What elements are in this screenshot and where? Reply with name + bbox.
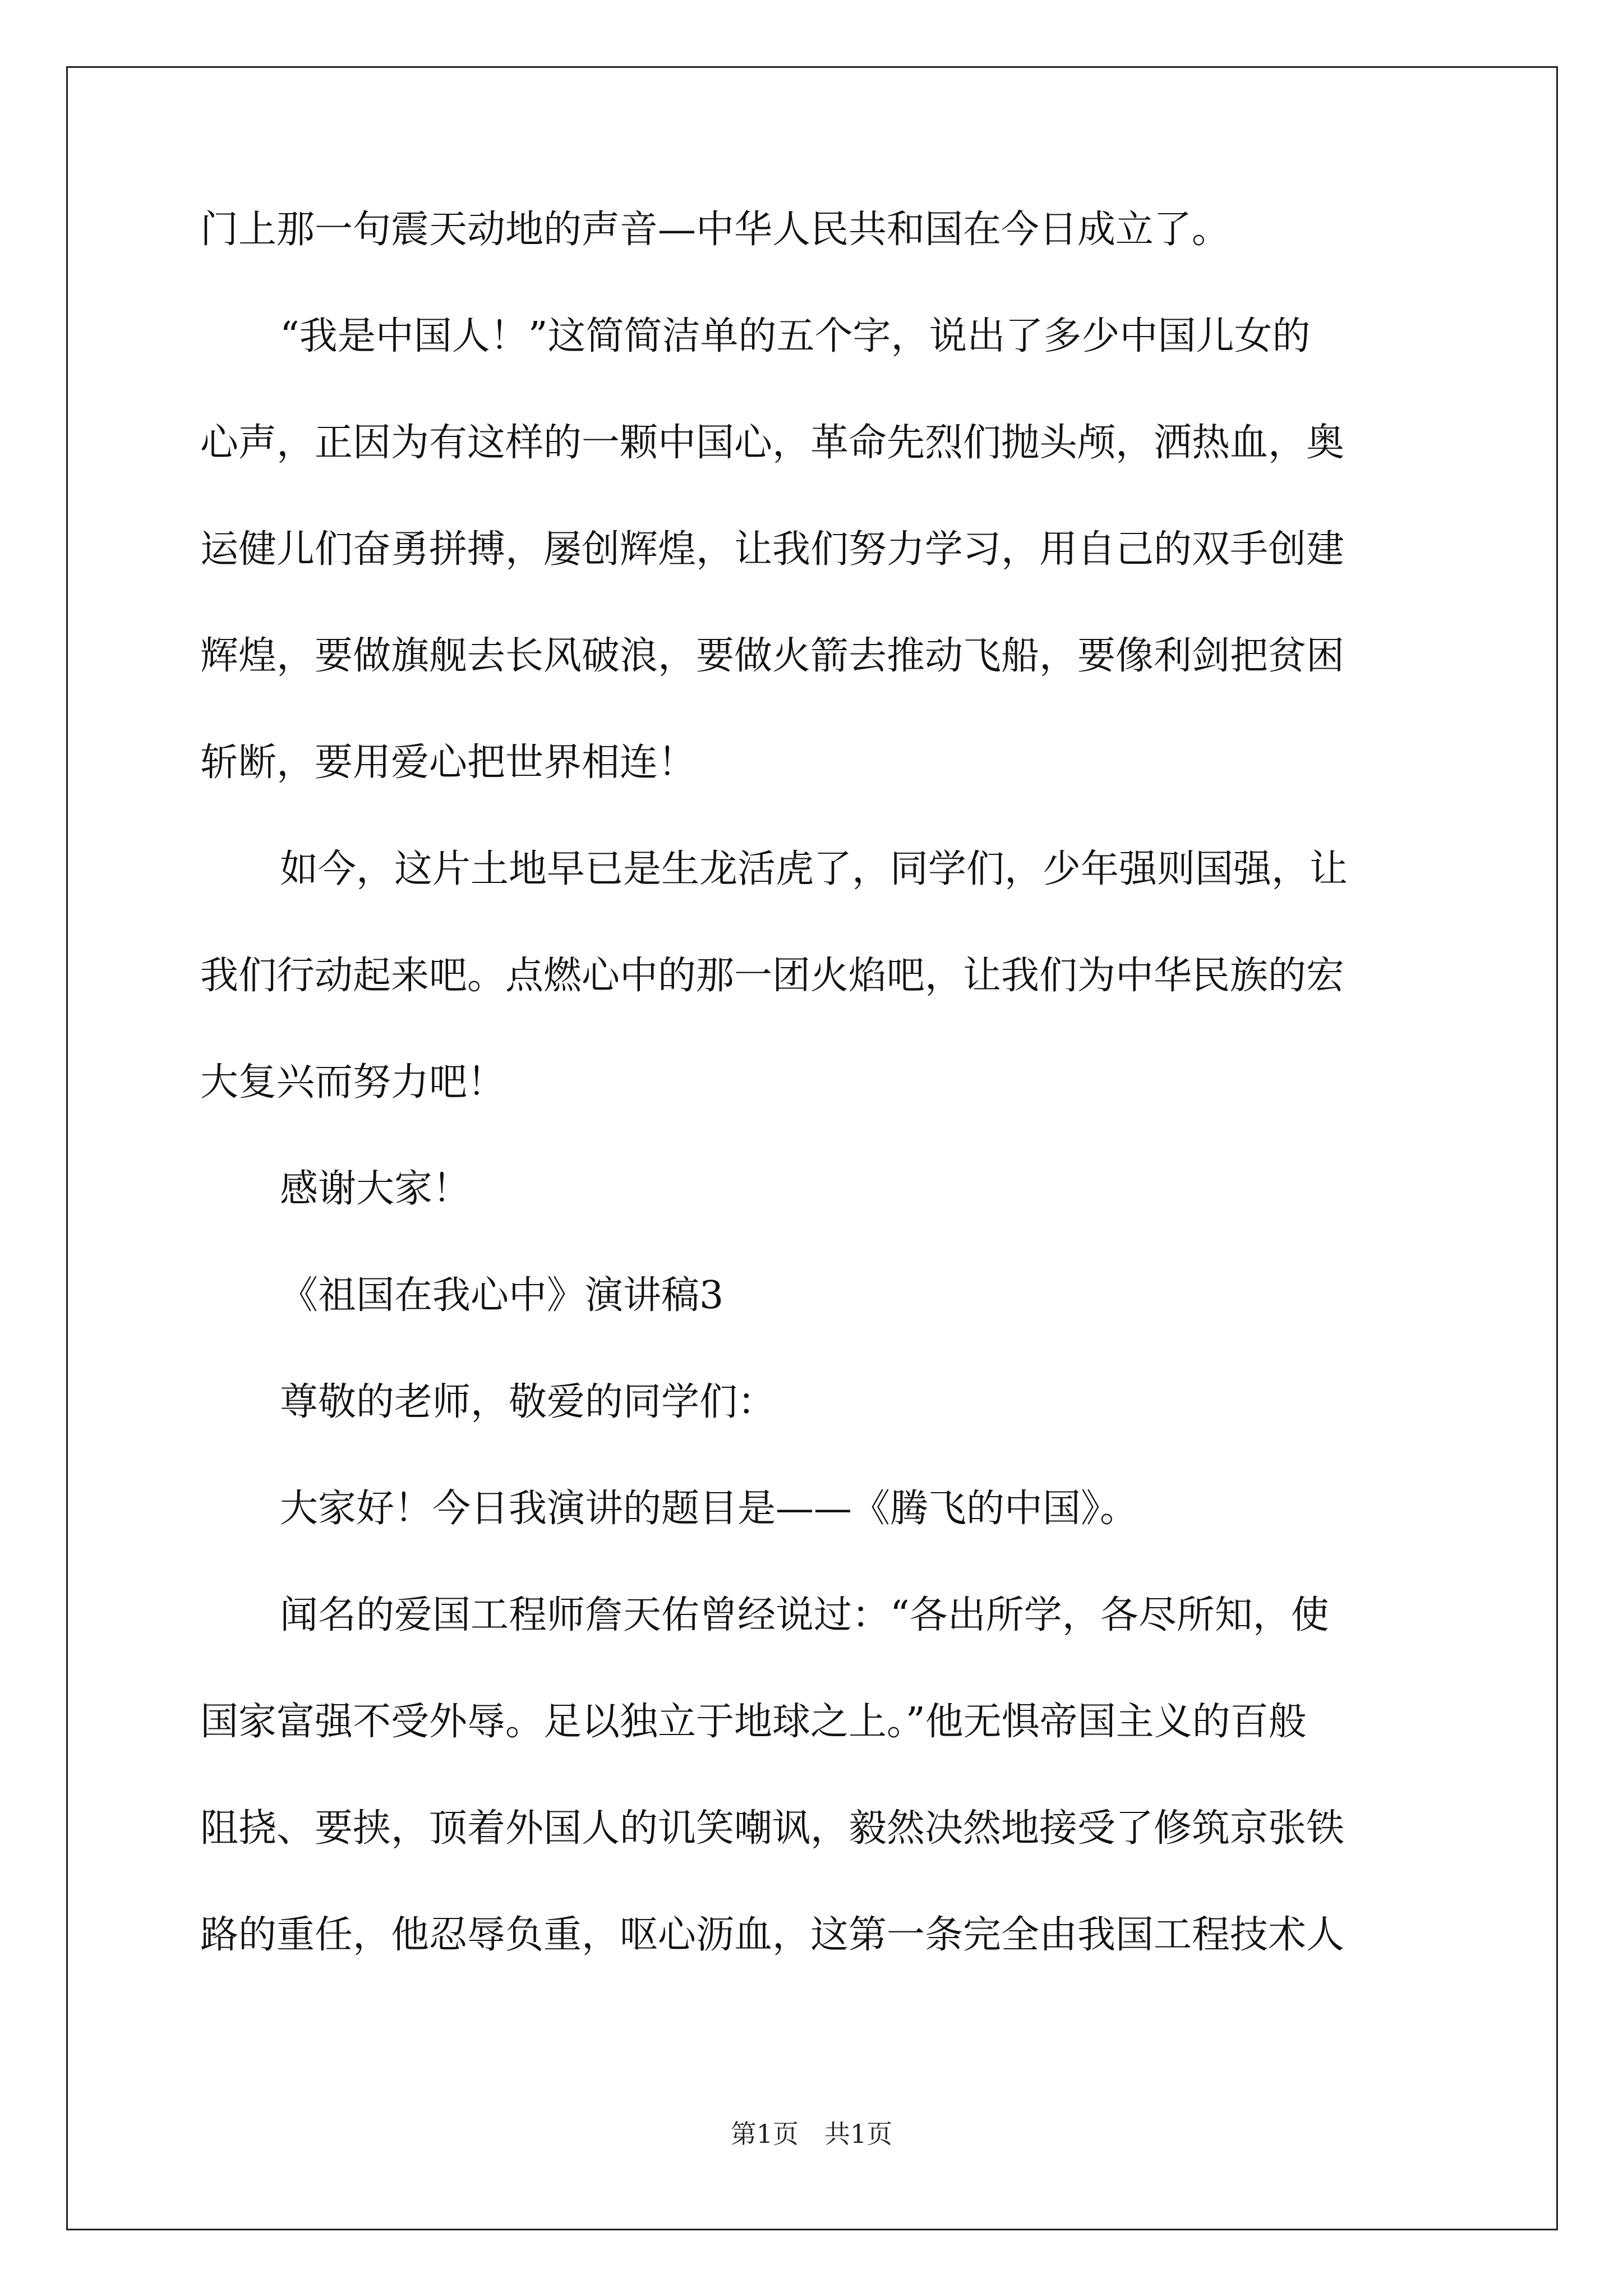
text-line: 大复兴而努力吧！ [200,1060,506,1105]
page-number-footer: 第1页 共1页 [730,2119,893,2149]
text-line: 国家富强不受外辱。足以独立于地球之上。”他无惧帝国主义的百般 [200,1700,1307,1744]
text-line: 尊敬的老师，敬爱的同学们： [280,1380,776,1424]
section-title: 《祖国在我心中》演讲稿3 [280,1273,724,1318]
text-line: 我们行动起来吧。点燃心中的那一团火焰吧，让我们为中华民族的宏 [200,954,1345,998]
text-line: 门上那一句震天动地的声音—中华人民共和国在今日成立了。 [200,208,1230,252]
text-line: 心声，正因为有这样的一颗中国心，革命先烈们抛头颅，洒热血，奥 [200,421,1345,465]
text-line: “我是中国人！”这简简洁单的五个字，说出了多少中国儿女的 [280,314,1311,358]
text-line: 斩断，要用爱心把世界相连！ [200,740,697,785]
text-line: 路的重任，他忍辱负重，呕心沥血，这第一条完全由我国工程技术人 [200,1913,1345,1957]
text-line: 辉煌，要做旗舰去长风破浪，要做火箭去推动飞船，要像利剑把贫困 [200,634,1345,678]
text-line: 大家好！今日我演讲的题目是——《腾飞的中国》。 [280,1487,1138,1531]
page-border [66,66,1558,2230]
text-line: 运健儿们奋勇拼搏，屡创辉煌，让我们努力学习，用自己的双手创建 [200,527,1345,572]
text-line: 阻挠、要挟，顶着外国人的讥笑嘲讽，毅然决然地接受了修筑京张铁 [200,1806,1345,1851]
text-line: 闻名的爱国工程师詹天佑曾经说过：“各出所学，各尽所知，使 [280,1593,1329,1637]
text-line: 感谢大家！ [280,1167,471,1211]
text-line: 如今，这片土地早已是生龙活虎了，同学们，少年强则国强，让 [280,847,1348,891]
